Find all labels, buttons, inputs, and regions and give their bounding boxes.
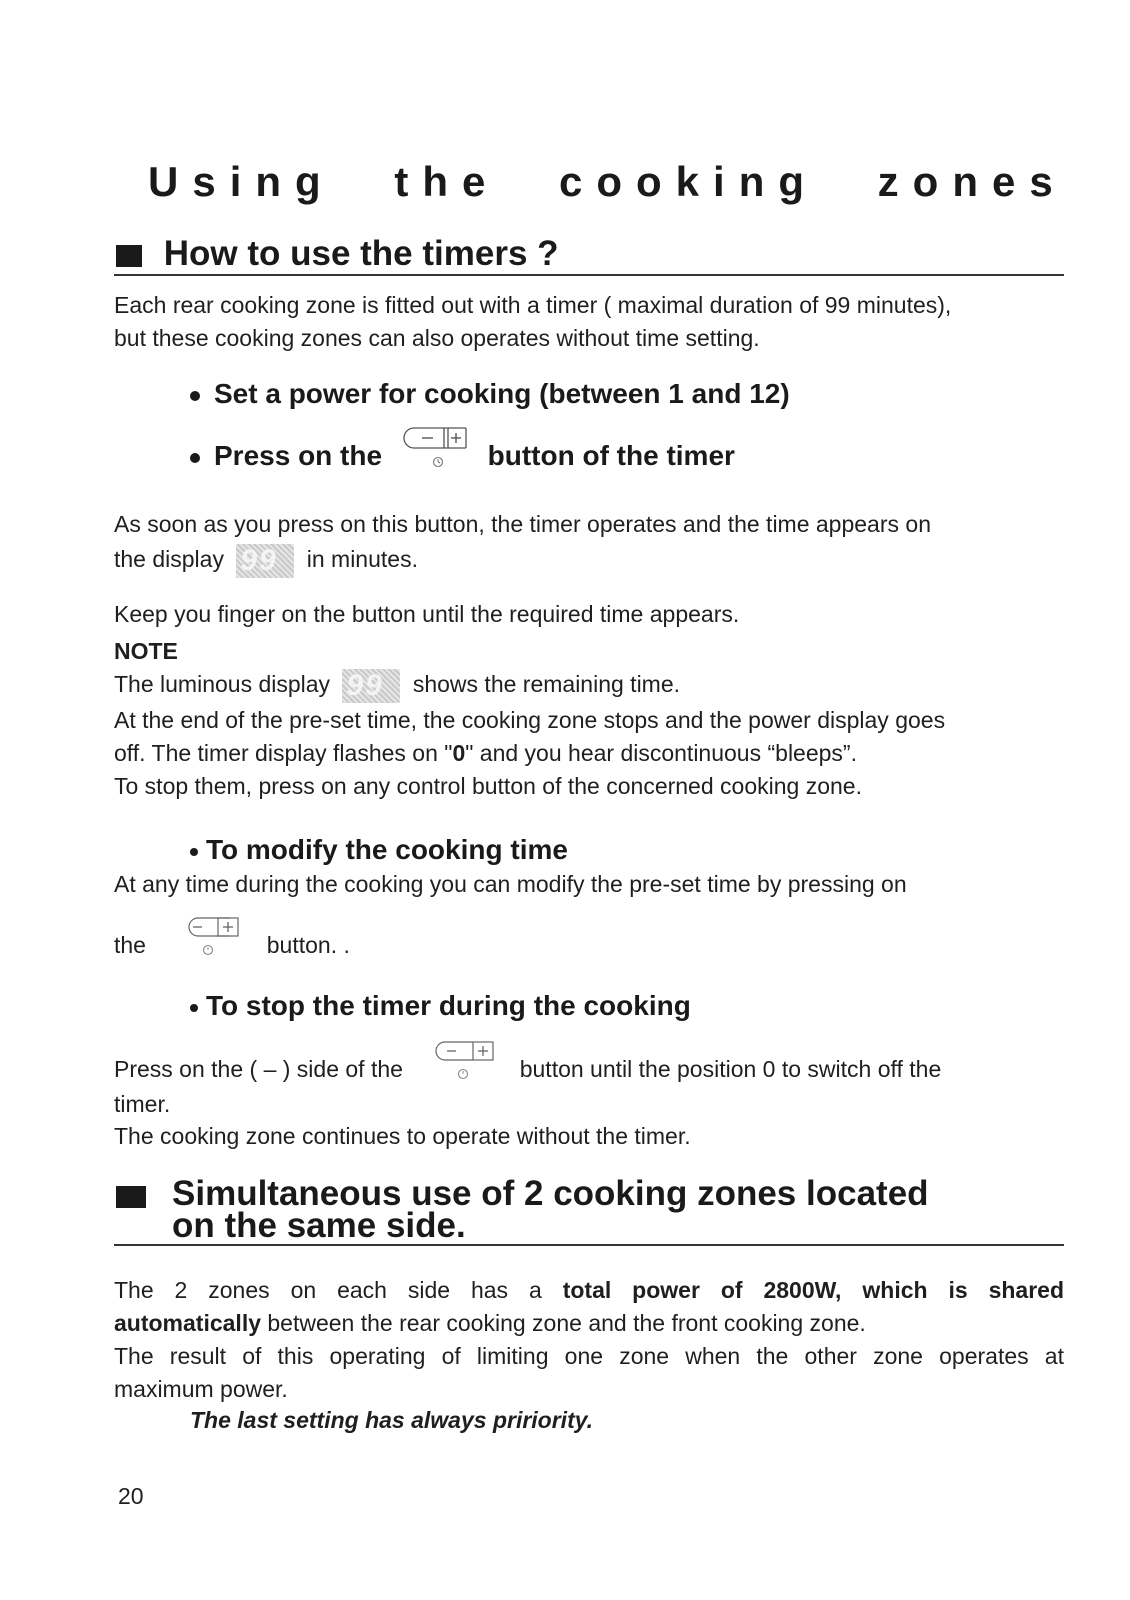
timer-display-value: 99 bbox=[346, 668, 384, 702]
modify-button-line bbox=[114, 916, 350, 966]
inline-text: 0 bbox=[452, 740, 466, 766]
paragraph-line bbox=[114, 737, 1074, 770]
timer-button-icon bbox=[423, 1040, 499, 1086]
paragraph-line: The result of this operating of limiting one zone when the other zone operates at bbox=[114, 1343, 1064, 1369]
paragraph-line bbox=[114, 1274, 1064, 1307]
inline-text: Press on the ( – ) side of the bbox=[114, 1056, 403, 1082]
simultaneous-paragraph bbox=[114, 1274, 1064, 1406]
emphasis-note: The last setting has always pririority. bbox=[190, 1407, 594, 1433]
note-line bbox=[114, 668, 680, 703]
stop-line: timer. bbox=[114, 1091, 171, 1117]
stop-button-line bbox=[114, 1040, 1068, 1090]
square-bullet-icon bbox=[116, 1186, 146, 1208]
inline-text: in minutes. bbox=[306, 546, 418, 572]
paragraph-line: As soon as you press on this button, the timer operates and the time appears on bbox=[114, 511, 931, 537]
paragraph-line bbox=[114, 543, 1066, 578]
step-text: button of the timer bbox=[487, 440, 735, 471]
inline-text: button. . bbox=[266, 932, 350, 958]
keep-finger-text: Keep you finger on the button until the required time appears. bbox=[114, 601, 740, 627]
bullet-dot-icon bbox=[190, 848, 198, 856]
step-text: Press on the bbox=[214, 440, 383, 471]
intro-line: Each rear cooking zone is fitted out with a timer ( maximal duration of 99 minutes), bbox=[114, 292, 952, 318]
square-bullet-icon bbox=[116, 245, 142, 267]
intro-line: but these cooking zones can also operates without time setting. bbox=[114, 325, 760, 351]
inline-text: total power of 2800W, which is shared bbox=[562, 1277, 1064, 1303]
stop-line: The cooking zone continues to operate without the timer. bbox=[114, 1123, 691, 1149]
heading-line: Simultaneous use of 2 cooking zones located bbox=[172, 1174, 929, 1213]
inline-text: between the rear cooking zone and the front cooking zone. bbox=[267, 1310, 866, 1336]
paragraph-line: At the end of the pre-set time, the cooking zone stops and the power display goes bbox=[114, 707, 946, 733]
step-press-timer bbox=[190, 426, 735, 476]
paragraph-line: maximum power. bbox=[114, 1376, 288, 1402]
inline-text: the display bbox=[114, 546, 224, 572]
stop-heading bbox=[190, 990, 691, 1022]
bullet-dot-icon bbox=[190, 1004, 198, 1012]
timers-intro bbox=[114, 289, 1064, 355]
section-divider bbox=[114, 1244, 1064, 1246]
inline-text: off. The timer display flashes on " bbox=[114, 740, 453, 766]
inline-text: The luminous display bbox=[114, 671, 331, 697]
inline-text: automatically bbox=[114, 1310, 261, 1336]
inline-text: shows the remaining time. bbox=[412, 671, 681, 697]
paragraph-line: To stop them, press on any control button of the concerned cooking zone. bbox=[114, 773, 862, 799]
page-title: Using the cooking zones bbox=[148, 158, 1067, 205]
display-paragraph bbox=[114, 508, 1066, 578]
timer-button-icon bbox=[400, 426, 470, 472]
paragraph-line bbox=[114, 1307, 1064, 1340]
timers-heading bbox=[116, 234, 559, 273]
heading-line: on the same side. bbox=[172, 1206, 466, 1245]
modify-line: At any time during the cooking you can modify the pre-set time by pressing on bbox=[114, 871, 907, 897]
section-divider bbox=[114, 274, 1064, 276]
timer-display-value: 99 bbox=[240, 543, 278, 577]
simultaneous-heading bbox=[172, 1174, 929, 1245]
inline-text: The 2 zones on each side has a bbox=[114, 1277, 542, 1303]
timer-button-icon bbox=[168, 916, 244, 962]
subheading-text: To stop the timer during the cooking bbox=[206, 990, 691, 1021]
inline-text: button until the position 0 to switch off the bbox=[519, 1056, 942, 1082]
end-paragraph bbox=[114, 704, 1074, 803]
timers-heading-text: How to use the timers ? bbox=[163, 234, 559, 273]
step-text: Set a power for cooking (between 1 and 12) bbox=[214, 378, 790, 409]
inline-text: the bbox=[114, 932, 146, 958]
page-number: 20 bbox=[118, 1483, 144, 1509]
timer-display-icon bbox=[236, 544, 294, 578]
note-label: NOTE bbox=[114, 638, 178, 664]
inline-text: " and you hear discontinuous “bleeps”. bbox=[465, 740, 857, 766]
bullet-dot-icon bbox=[190, 391, 200, 401]
timer-display-icon bbox=[342, 669, 400, 703]
subheading-text: To modify the cooking time bbox=[206, 834, 568, 865]
modify-heading bbox=[190, 834, 568, 866]
bullet-dot-icon bbox=[190, 453, 200, 463]
step-set-power bbox=[190, 378, 790, 410]
